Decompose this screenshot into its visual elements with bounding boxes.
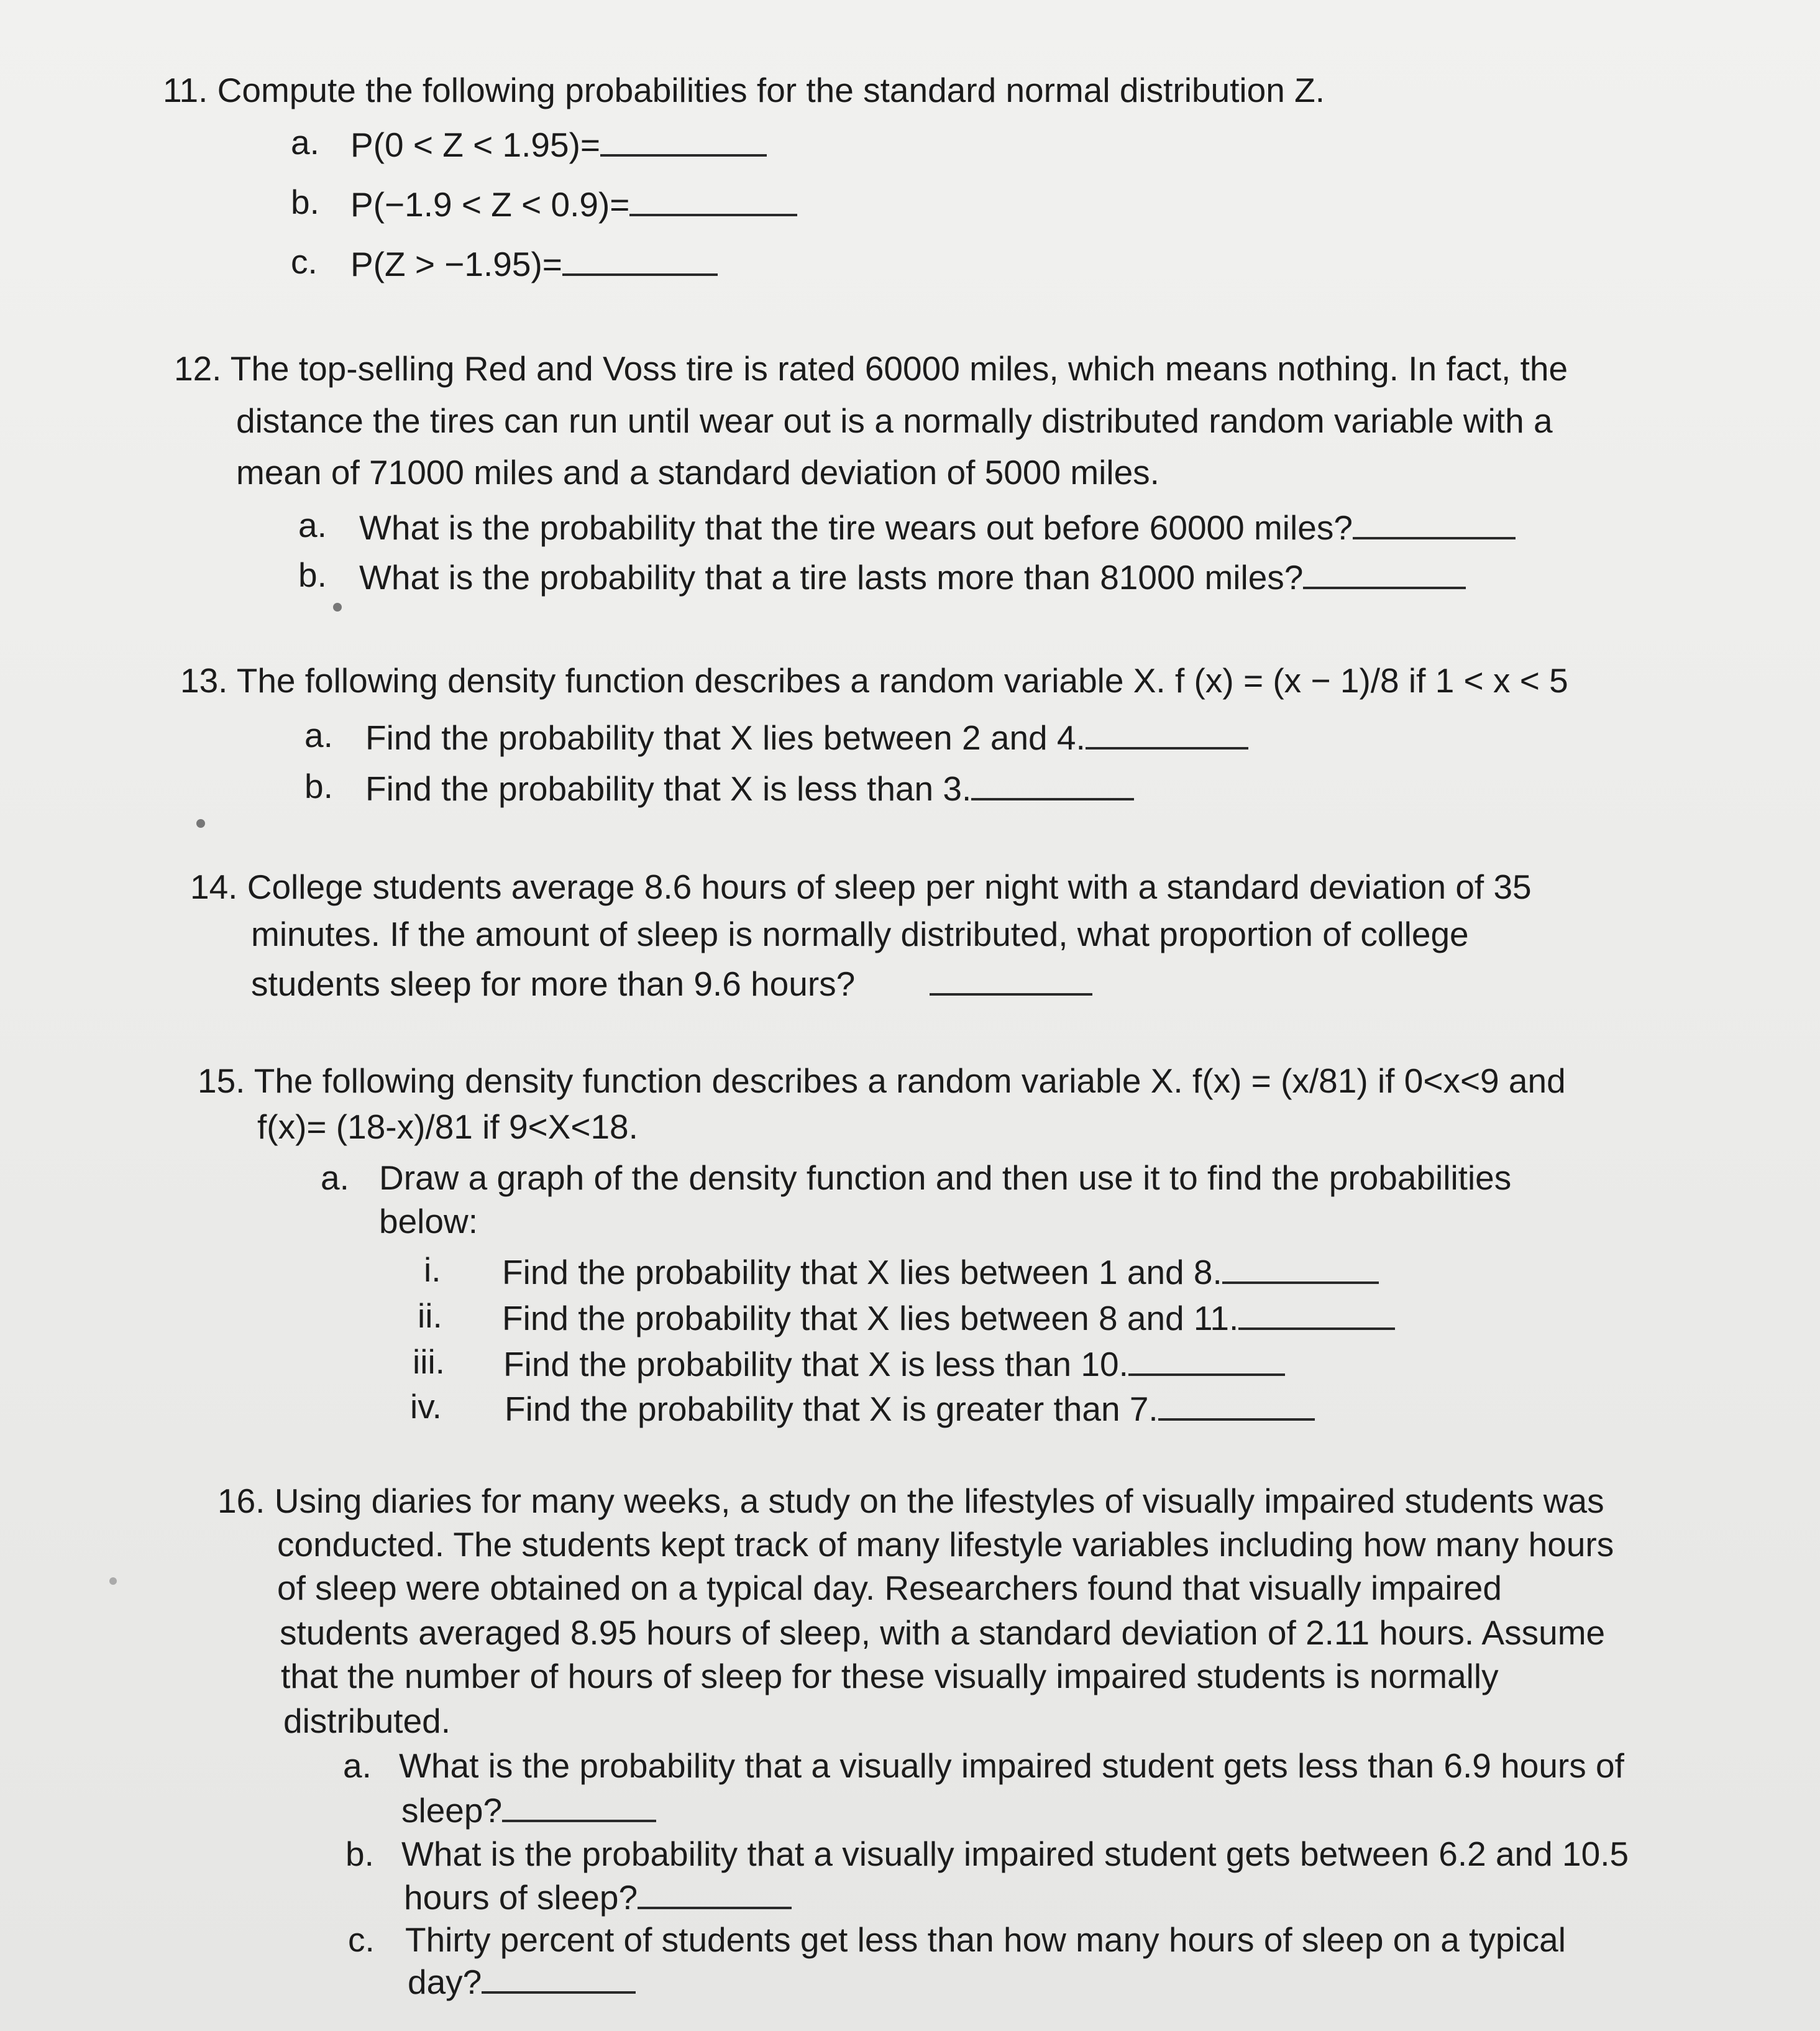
paper-speck: [196, 819, 205, 828]
q12-line2: distance the tires can run until wear out is a normally distributed random variable with a: [236, 401, 1553, 440]
answer-blank[interactable]: [1238, 1295, 1395, 1330]
q15-ii-text: Find the probability that X lies between 8 and 11.: [502, 1295, 1395, 1339]
q15-line2: f(x)= (18-x)/81 if 9<X<18.: [257, 1107, 638, 1146]
answer-blank[interactable]: [1128, 1341, 1285, 1376]
q16-line2: conducted. The students kept track of many lifestyle variables including how many hours: [277, 1525, 1614, 1564]
answer-blank[interactable]: [1158, 1386, 1315, 1421]
answer-blank[interactable]: [562, 241, 718, 276]
answer-blank[interactable]: [1222, 1249, 1379, 1284]
q15-i-label: i.: [424, 1250, 441, 1289]
q15-a-label: a.: [321, 1158, 349, 1197]
answer-blank[interactable]: [482, 1959, 636, 1994]
q12-a-label: a.: [298, 506, 327, 544]
q15-a-line2: below:: [379, 1202, 478, 1240]
q15-iii-text: Find the probability that X is less than 10.: [503, 1341, 1285, 1385]
q16-a-line2: sleep?: [401, 1787, 656, 1831]
q12-a-text: What is the probability that the tire wears out before 60000 miles?: [359, 505, 1516, 548]
q11-stem: 11. Compute the following probabilities for the standard normal distribution Z.: [163, 71, 1325, 109]
q11-a-text: P(0 < Z < 1.95)=: [350, 122, 767, 165]
q16-c-label: c.: [348, 1920, 375, 1959]
q15-iv-label: iv.: [410, 1387, 442, 1426]
q12-line1: 12. The top-selling Red and Voss tire is rated 60000 miles, which means nothing. In fact, the: [174, 349, 1568, 388]
q13-stem: 13. The following density function describes a random variable X. f (x) = (x − 1)/8 if 1 < x < 5: [180, 661, 1568, 700]
q16-a-label: a.: [343, 1746, 372, 1785]
q11-b-label: b.: [291, 183, 319, 221]
q15-ii-label: ii.: [418, 1296, 442, 1335]
q16-line3: of sleep were obtained on a typical day. Researchers found that visually impaired: [277, 1569, 1502, 1607]
q16-line5: that the number of hours of sleep for these visually impaired students is normally: [281, 1657, 1499, 1695]
q12-b-text: What is the probability that a tire lasts more than 81000 miles?: [359, 554, 1466, 598]
answer-blank[interactable]: [1086, 715, 1248, 750]
q11-b-text: P(−1.9 < Z < 0.9)=: [350, 181, 797, 225]
q12-line3: mean of 71000 miles and a standard deviation of 5000 miles.: [236, 453, 1159, 492]
answer-blank[interactable]: [1303, 554, 1466, 589]
q16-line1: 16. Using diaries for many weeks, a study on the lifestyles of visually impaired students was: [217, 1482, 1604, 1520]
q13-b-label: b.: [304, 767, 333, 805]
q11-c-label: c.: [291, 242, 318, 281]
q16-line6: distributed.: [283, 1702, 451, 1740]
q15-a-line1: Draw a graph of the density function and then use it to find the probabilities: [379, 1158, 1512, 1197]
q13-a-text: Find the probability that X lies between 2 and 4.: [365, 715, 1248, 758]
paper-speck: [333, 603, 342, 612]
q16-c-line1: Thirty percent of students get less than how many hours of sleep on a typical: [405, 1920, 1566, 1959]
answer-blank[interactable]: [600, 122, 767, 157]
q12-b-label: b.: [298, 556, 327, 594]
q16-c-line2: day?: [408, 1959, 636, 2002]
q15-iv-text: Find the probability that X is greater than 7.: [505, 1386, 1315, 1429]
paper-speck: [109, 1577, 117, 1585]
answer-blank[interactable]: [638, 1874, 792, 1909]
q16-b-line2: hours of sleep?: [404, 1874, 792, 1918]
q15-i-text: Find the probability that X lies between 1 and 8.: [502, 1249, 1379, 1293]
q14-line1: 14. College students average 8.6 hours of sleep per night with a standard deviation of 35: [190, 868, 1532, 906]
q14-line3: students sleep for more than 9.6 hours?: [251, 961, 1092, 1004]
q16-line4: students averaged 8.95 hours of sleep, with a standard deviation of 2.11 hours. Assume: [280, 1613, 1606, 1652]
q11-a-label: a.: [291, 123, 319, 162]
q16-a-line1: What is the probability that a visually impaired student gets less than 6.9 hours of: [399, 1746, 1624, 1785]
answer-blank[interactable]: [502, 1787, 656, 1822]
q13-a-label: a.: [304, 716, 333, 754]
q15-iii-label: iii.: [413, 1342, 445, 1381]
q14-line2: minutes. If the amount of sleep is normally distributed, what proportion of college: [251, 915, 1469, 953]
q16-b-label: b.: [345, 1835, 374, 1873]
answer-blank[interactable]: [930, 961, 1092, 996]
answer-blank[interactable]: [971, 766, 1134, 800]
q15-line1: 15. The following density function describes a random variable X. f(x) = (x/81) if 0<x<9 and: [198, 1061, 1566, 1100]
answer-blank[interactable]: [629, 181, 797, 216]
answer-blank[interactable]: [1353, 505, 1516, 539]
q16-b-line1: What is the probability that a visually impaired student gets between 6.2 and 10.5: [401, 1835, 1629, 1873]
q11-c-text: P(Z > −1.95)=: [350, 241, 718, 285]
q13-b-text: Find the probability that X is less than 3.: [365, 766, 1134, 809]
